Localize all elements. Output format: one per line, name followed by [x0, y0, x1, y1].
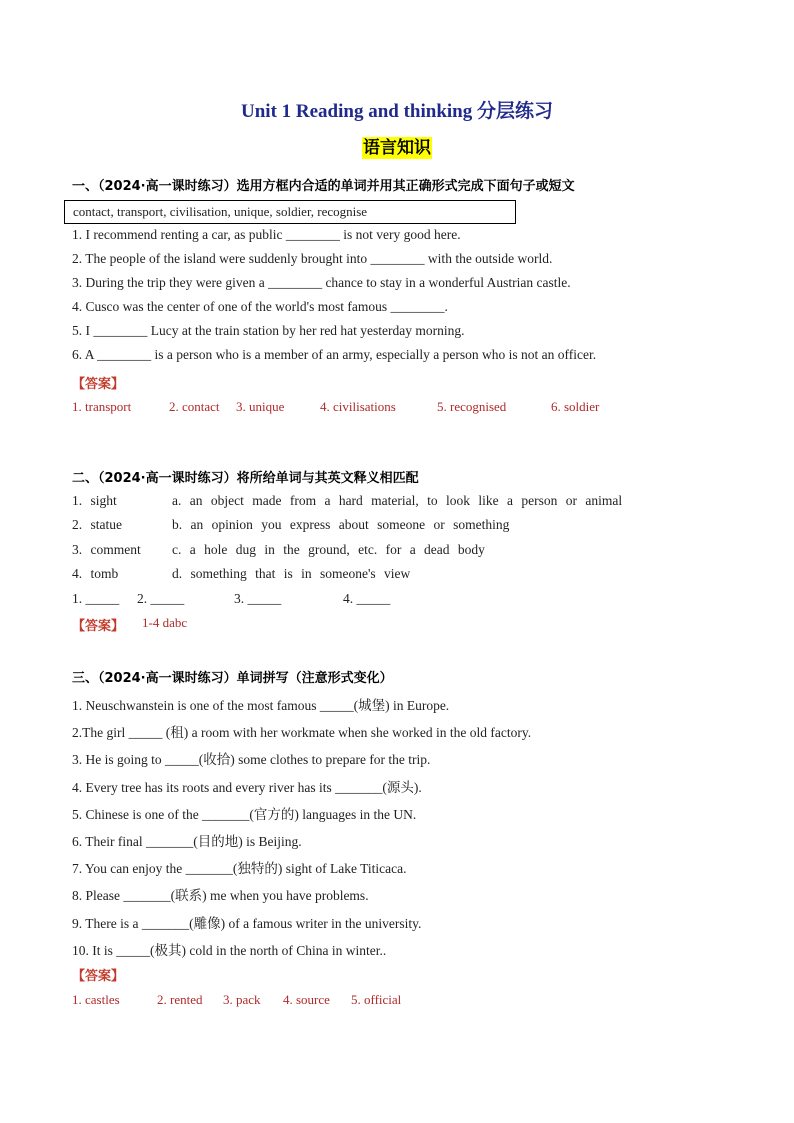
match-definition: b. an opinion you express about someone or something	[172, 517, 510, 532]
answer-item: 1. transport	[72, 399, 132, 414]
answer-item: 3. unique	[236, 399, 285, 414]
question-item: 9. There is a _______(雕像) of a famous writer in the university.	[72, 916, 422, 931]
answer-item: 4. civilisations	[320, 399, 396, 414]
question-item: 10. It is _____(极其) cold in the north of China in winter..	[72, 943, 387, 958]
answer-label: 【答案】	[72, 377, 125, 392]
section-subtitle: 语言知识	[363, 138, 431, 158]
question-item: 6. Their final _______(目的地) is Beijing.	[72, 834, 302, 849]
word-box-text: contact, transport, civilisation, unique, soldier, recognise	[73, 204, 368, 219]
answer-item: 5. recognised	[437, 399, 507, 414]
match-definition: d. something that is in someone's view	[172, 566, 411, 581]
answer-blank: 3. _____	[234, 591, 282, 606]
answer-blank: 2. _____	[137, 591, 185, 606]
word-box	[64, 200, 516, 224]
answer-item: 1. castles	[72, 992, 120, 1007]
answer-item: 2. contact	[169, 399, 220, 414]
answer-blank: 1. _____	[72, 591, 120, 606]
section2-heading: 二、（2024·高一课时练习）将所给单词与其英文释义相匹配	[72, 471, 419, 486]
match-word: 1. sight	[72, 493, 117, 508]
match-word: 3. comment	[72, 542, 141, 557]
answer-item: 3. pack	[223, 992, 261, 1007]
question-item: 4. Every tree has its roots and every river has its _______(源头).	[72, 780, 422, 795]
answer-label: 【答案】	[72, 619, 125, 634]
match-definition: c. a hole dug in the ground, etc. for a dead body	[172, 542, 485, 557]
answer-label: 【答案】	[72, 969, 125, 984]
question-item: 5. Chinese is one of the _______(官方的) languages in the UN.	[72, 807, 417, 822]
question-item: 1. I recommend renting a car, as public ________ is not very good here.	[72, 227, 461, 242]
answer-blank: 4. _____	[343, 591, 391, 606]
answer-text: 1-4 dabc	[142, 615, 188, 630]
question-item: 3. He is going to _____(收拾) some clothes to prepare for the trip.	[72, 752, 431, 767]
match-word: 4. tomb	[72, 566, 119, 581]
question-item: 1. Neuschwanstein is one of the most famous _____(城堡) in Europe.	[72, 698, 450, 713]
question-item: 5. I ________ Lucy at the train station by her red hat yesterday morning.	[72, 323, 465, 338]
section1-heading: 一、（2024·高一课时练习）选用方框内合适的单词并用其正确形式完成下面句子或短文	[72, 179, 575, 194]
question-item: 3. During the trip they were given a ________ chance to stay in a wonderful Austrian castle.	[72, 275, 571, 290]
question-item: 7. You can enjoy the _______(独特的) sight of Lake Titicaca.	[72, 861, 407, 876]
answer-item: 2. rented	[157, 992, 203, 1007]
section3-heading: 三、（2024·高一课时练习）单词拼写（注意形式变化）	[72, 671, 393, 686]
answer-item: 6. soldier	[551, 399, 600, 414]
match-definition: a. an object made from a hard material, to look like a person or animal	[172, 493, 623, 508]
match-word: 2. statue	[72, 517, 122, 532]
question-item: 2.The girl _____ (租) a room with her workmate when she worked in the old factory.	[72, 725, 532, 740]
subtitle-wrapper	[0, 137, 794, 159]
page-title: Unit 1 Reading and thinking 分层练习	[241, 101, 553, 122]
answer-item: 5. official	[351, 992, 402, 1007]
question-item: 4. Cusco was the center of one of the world's most famous ________.	[72, 299, 448, 314]
answer-item: 4. source	[283, 992, 330, 1007]
question-item: 6. A ________ is a person who is a member of an army, especially a person who is not an officer.	[72, 347, 597, 362]
question-item: 2. The people of the island were suddenly brought into ________ with the outside world.	[72, 251, 553, 266]
question-item: 8. Please _______(联系) me when you have problems.	[72, 888, 369, 903]
